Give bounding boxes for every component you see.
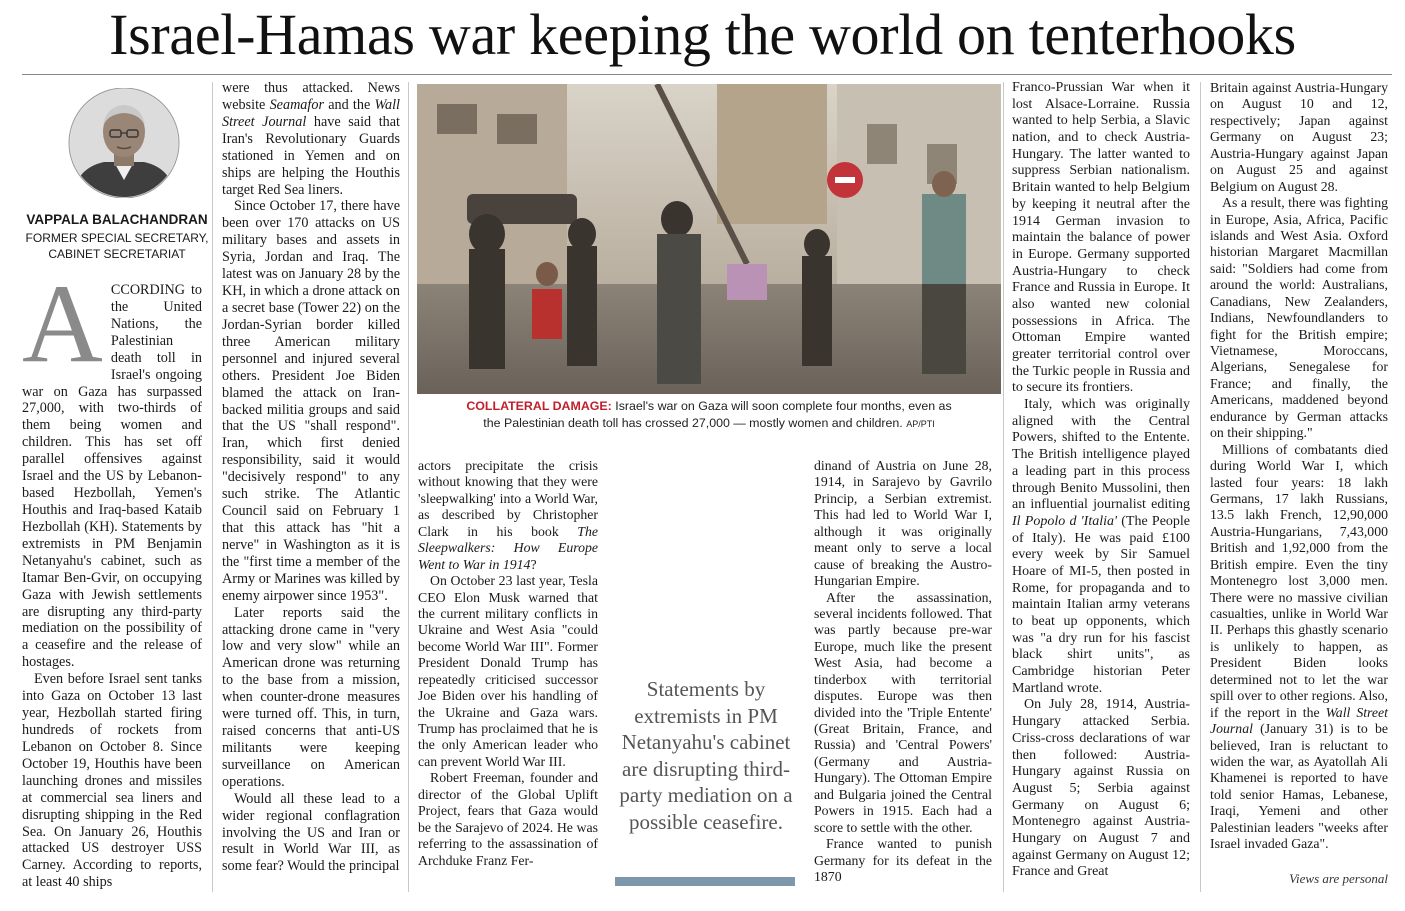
headline-rule <box>22 74 1392 75</box>
caption-line2: the Palestinian death toll has crossed 27,000 — mostly women and children. <box>483 416 903 430</box>
dropcap: A <box>22 262 103 386</box>
column-5 <box>1012 80 1190 892</box>
caption-line1: Israel's war on Gaza will soon complete four months, even as <box>615 399 952 413</box>
column-4 <box>814 458 992 892</box>
paragraph: Later reports said the attacking drone came in "very low and very slow" while an American drone was returning to the base from a mission, when counter-drone measures were turned off. This, in turn, raised concerns that anti-US militants were keeping surveillance on American operations. <box>222 604 400 790</box>
author-role <box>22 230 212 262</box>
paragraph: On October 23 last year, Tesla CEO Elon Musk warned that the current military conflicts in Ukraine and West Asia "could become World War III". Former President Donald Trump has repeatedly criticised successor Joe Biden over his handling of the Ukraine and Gaza wars. Trump has proclaimed that he is the only American leader who can prevent World War III. <box>418 573 598 769</box>
photo-credit: AP/PTI <box>906 419 935 429</box>
author-name: VAPPALA BALACHANDRAN <box>26 212 208 227</box>
caption-lead: COLLATERAL DAMAGE: <box>466 399 612 413</box>
column-2 <box>222 80 400 892</box>
author-avatar <box>54 88 194 198</box>
paragraph: Britain against Austria-Hungary on August 10 and 12, respectively; Japan against Germany on August 23; Austria-Hungary against Japan on August 25 and against Belgium on August 28. <box>1210 80 1388 194</box>
column-divider <box>1200 82 1201 892</box>
author-role-line1: FORMER SPECIAL SECRETARY, <box>25 231 209 245</box>
column-divider <box>408 82 409 892</box>
column-1 <box>22 262 202 892</box>
paragraph: As a result, there was fighting in Europe, Asia, Africa, Pacific islands and West Asia. Oxford historian Margaret Macmillan said: "Soldiers had come from around the world: Australians, Canadians, New Zealanders, Indians, Newfoundlanders to fight for the British empire; Vietnamese, Moroccans, Algerians, Senegalese for France; and finally, the Americans, maddened beyond endurance by German attacks on their shipping." <box>1210 195 1388 441</box>
paragraph: On July 28, 1914, Austria-Hungary attacked Serbia. Criss-cross declarations of war then followed: Austria-Hungary against Russia on August 5; Serbia against Germany on August 6; Montenegro against Austria-Hungary on August 7 and against Germany on August 12; France and Great <box>1012 697 1190 880</box>
column-6 <box>1210 80 1388 870</box>
column-3 <box>418 458 598 892</box>
paragraph: actors precipitate the crisis without knowing that they were 'sleepwalking' into a World War, as described by Christopher Clark in his book The Sleepwalkers: How Europe Went to War in 1914? <box>418 458 598 572</box>
column-divider <box>1003 82 1004 892</box>
news-photo <box>417 84 1001 394</box>
paragraph: Robert Freeman, founder and director of the Global Uplift Project, fears that Gaza would be the Sarajevo of 2024. He was referring to the assassination of Archduke Franz Fer- <box>418 770 598 868</box>
paragraph: ACCORDING to the United Nations, the Palestinian death toll in Israel's ongoing war on Gaza has surpassed 27,000, with two-thirds of them being women and children. This has set off parallel offensives against Israel and the US by Lebanon-based Hezbollah, Yemen's Houthis and Iraq-based Kataib Hezbollah (KH). Statements by extremists in PM Benjamin Netanyahu's cabinet, such as Itamar Ben-Gvir, on occupying Gaza with Jewish settlements are disrupting any third-party mediation on the possibility of a ceasefire and the release of hostages. <box>22 262 202 671</box>
paragraph: After the assassination, several incidents followed. That was partly because pre-war Europe, much like the present West Asia, had become a tinderbox with territorial disputes. Europe was then divided into the 'Triple Entente' (Great Britain, France, and Russia) and 'Central Powers' (Germany and Austria-Hungary). The Ottoman Empire and Bulgaria joined the Central Powers in 1915. Each had a score to settle with the other. <box>814 589 992 835</box>
signoff: Views are personal <box>1289 871 1388 886</box>
photo-caption <box>417 398 1001 433</box>
paragraph: Franco-Prussian War when it lost Alsace-Lorraine. Russia wanted to help Serbia, a Slavic nation, and to check Austria-Hungary. The latter wanted to suppress Serbian nationalism. Britain wanted to help Belgium by keeping it neutral after the 1914 German invasion to maintain the balance of power in Europe. Germany supported Austria-Hungary to check France and Russia in Europe. It also wanted new colonial possessions in Africa. The Ottoman Empire wanted greater territorial control over the Turkic people in Russia and to secure its frontiers. <box>1012 80 1190 396</box>
paragraph: Would all these lead to a wider regional conflagration involving the US and Iran or result in World War III, as some fear? Would the principal <box>222 790 400 875</box>
paragraph: Since October 17, there have been over 170 attacks on US military bases and assets in Syria, Jordan and Iraq. The latest was on January 28 by the KH, in which a drone attack on a secret base (Tower 22) on the Jordan-Syrian border killed three American military personnel and injured several others. President Joe Biden blamed the attack on Iran-backed militia groups and said that the US "shall respond". Iran, which first denied responsibility, said it would "decisively respond" to any such strike. The Atlantic Council said on February 1 that this attack has "hit a nerve" in Washington as it is the "first time a member of the Army or Marines was killed by enemy airpower since 1953". <box>222 198 400 604</box>
column-divider <box>212 82 213 892</box>
pull-quote-bar <box>615 877 795 886</box>
paragraph: Millions of combatants died during World War I, which lasted four years: 18 lakh Germans, 17 lakh Russians, 13.5 lakh French, 12,90,000 Austria-Hungarians, 7,43,000 British and 1,92,000 from the British empire. Even the tiny Montenegro lost 3,000 men. There were no massive civilian casualties, unlike in World War II. Perhaps this ghastly scenario is unlikely to happen, as President Biden looks determined not to let the war spill over to other regions. Also, if the report in the Wall Street Journal (January 31) is to be believed, Iran is reluctant to widen the war, as Ayatollah Ali Khamenei is reported to have told senior Hamas, Lebanese, Iraqi, Yemeni and other Palestinian leaders "weeks after Israel invaded Gaza". <box>1210 441 1388 852</box>
paragraph: France wanted to punish Germany for its defeat in the 1870 <box>814 836 992 884</box>
paragraph: Italy, which was originally aligned with the Central Powers, shifted to the Entente. The British intelligence played a leading part in this process through Benito Mussolini, then an influential journalist editing Il Popolo d 'Italia' (The People of Italy). He was paid £100 every week by Sir Samuel Hoare of MI-5, then posted in Rome, for propaganda and to maintain Italian army veterans to beat up opponents, which was "a dry run for his fascist black shirt units", as Cambridge historian Peter Martland wrote. <box>1012 397 1191 696</box>
paragraph: were thus attacked. News website Seamafor and the Wall Street Journal have said that Iran's Revolutionary Guards stationed in Yemen and on ships are helping the Houthis target Red Sea liners. <box>222 80 400 198</box>
paragraph: dinand of Austria on June 28, 1914, in Sarajevo by Gavrilo Princip, a Serbian extremist. This had led to World War I, although it was originally meant only to serve a local cause of breaking the Austro-Hungarian Empire. <box>814 458 992 589</box>
author-role-line2: CABINET SECRETARIAT <box>48 247 186 261</box>
pull-quote: Statements by extremists in PM Netanyahu's cabinet are disrupting third-party mediation on a possible ceasefire. <box>619 677 793 834</box>
paragraph: Even before Israel sent tanks into Gaza on October 13 last year, Hezbollah started firing hundreds of rockets from Lebanon on October 8. Since October 19, Houthis have been launching drones and missiles at commercial sea liners and disrupting shipping in the Red Sea. On January 26, Houthis attacked US destroyer USS Carney. According to reports, at least 40 ships <box>22 671 202 891</box>
headline: Israel-Hamas war keeping the world on tenterhooks <box>109 2 1296 67</box>
